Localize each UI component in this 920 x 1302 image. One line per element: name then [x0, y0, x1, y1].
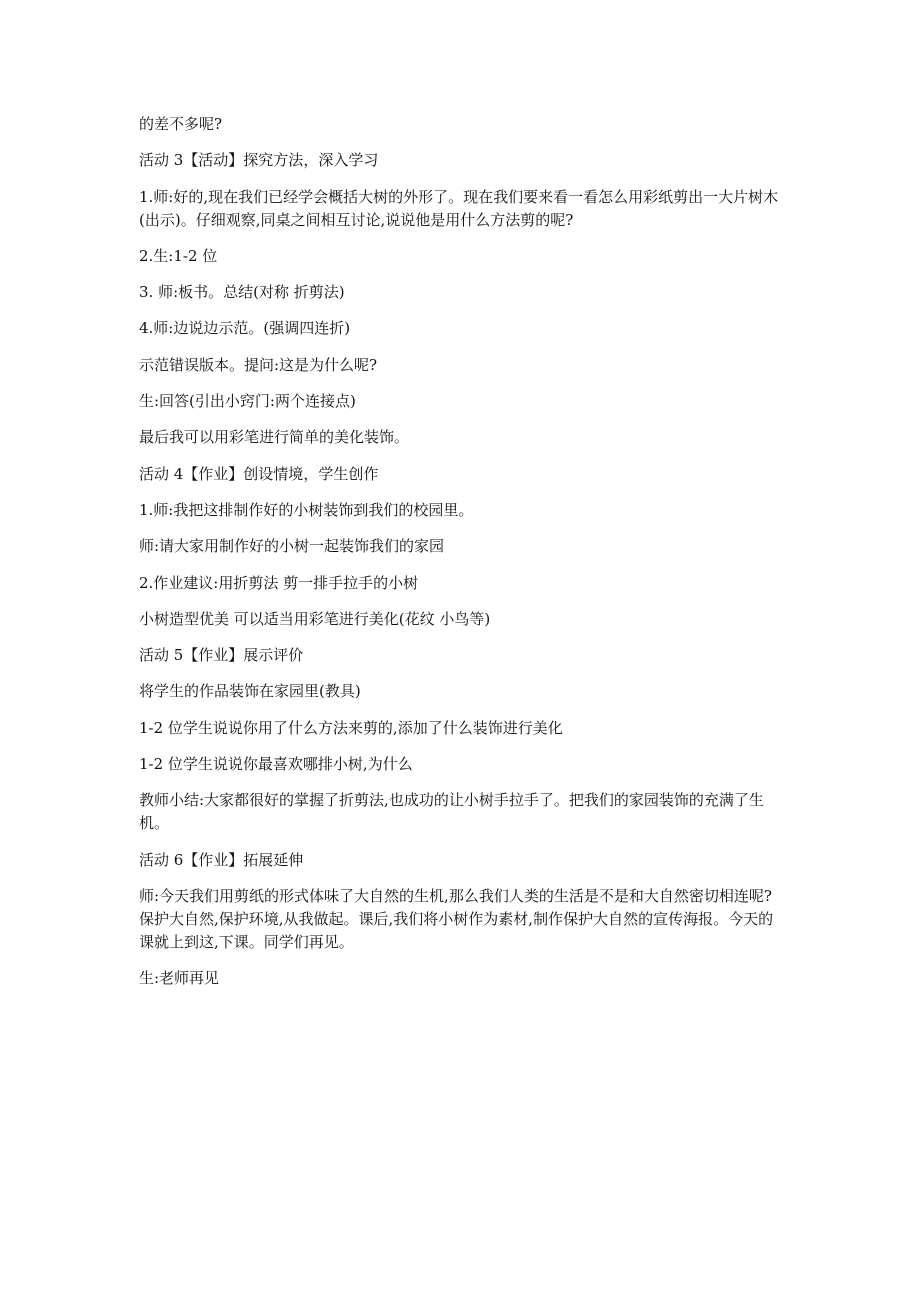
activity-heading: 活动 5【作业】展示评价 [139, 646, 304, 665]
activity-heading: 活动 3【活动】探究方法，深入学习 [139, 151, 379, 170]
paragraph: 教师小结:大家都很好的掌握了折剪法,也成功的让小树手拉手了。把我们的家园装饰的充满了生机。 [139, 791, 764, 833]
paragraph: 示范错误版本。提问:这是为什么呢? [139, 355, 378, 374]
paragraph: 将学生的作品装饰在家园里(教具) [139, 682, 361, 701]
paragraph: 小树造型优美 可以适当用彩笔进行美化(花纹 小鸟等) [139, 609, 491, 628]
paragraph: 1.师:好的,现在我们已经学会概括大树的外形了。现在我们要来看一看怎么用彩纸剪出一大片树木(出示)。仔细观察,同桌之间相互讨论,说说他是用什么方法剪的呢? [139, 187, 779, 229]
activity-heading: 活动 6【作业】拓展延伸 [139, 850, 304, 869]
paragraph: 4.师:边说边示范。(强调四连折) [139, 319, 351, 338]
paragraph: 1.师:我把这排制作好的小树装饰到我们的校园里。 [139, 500, 474, 519]
document-body [139, 113, 784, 1004]
paragraph: 3. 师:板书。总结(对称 折剪法) [139, 283, 345, 302]
activity-heading: 活动 4【作业】创设情境，学生创作 [139, 464, 379, 483]
paragraph: 的差不多呢? [139, 115, 223, 133]
paragraph: 最后我可以用彩笔进行简单的美化装饰。 [139, 428, 410, 447]
paragraph: 生:老师再见 [139, 969, 220, 988]
paragraph: 2.作业建议:用折剪法 剪一排手拉手的小树 [139, 573, 419, 592]
paragraph: 1-2 位学生说说你用了什么方法来剪的,添加了什么装饰进行美化 [139, 718, 563, 737]
paragraph: 2.生:1-2 位 [139, 246, 218, 265]
paragraph: 师:请大家用制作好的小树一起装饰我们的家园 [139, 537, 445, 556]
paragraph: 1-2 位学生说说你最喜欢哪排小树,为什么 [139, 755, 413, 774]
paragraph: 生:回答(引出小窍门:两个连接点) [139, 392, 356, 411]
paragraph: 师:今天我们用剪纸的形式体味了大自然的生机,那么我们人类的生活是不是和大自然密切相连呢?保护大自然,保护环境,从我做起。课后,我们将小树作为素材,制作保护大自然的宣传海报。今天的课就上到这,下课。同学们再见。 [139, 886, 774, 951]
